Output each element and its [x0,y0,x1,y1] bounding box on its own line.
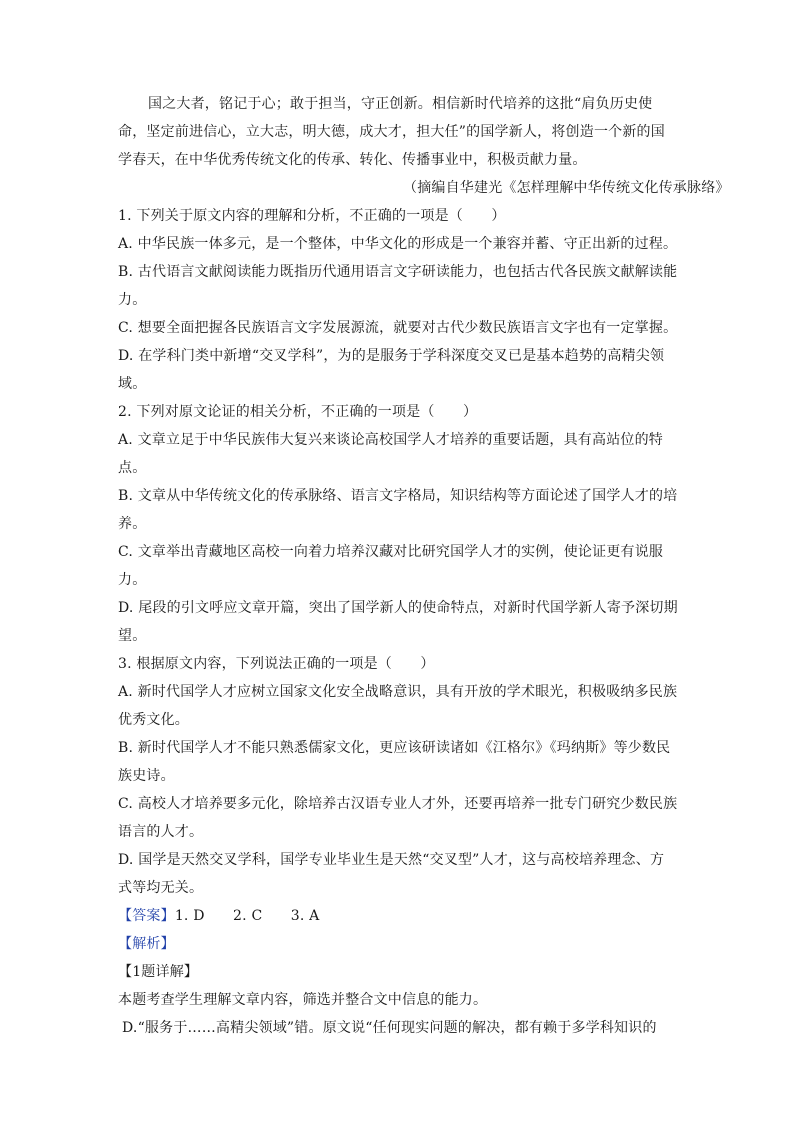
question-1-option-d-cont: 域。 [118,376,147,392]
question-1-option-c: C. 想要全面把握各民族语言文字发展源流，就要对古代少数民族语言文字也有一定掌握。 [118,320,678,336]
question-2-option-c-cont: 力。 [118,572,147,588]
question-1-option-a: A. 中华民族一体多元，是一个整体，中华文化的形成是一个兼容并蓄、守正出新的过程。 [118,236,678,252]
passage-line-2: 命，坚定前进信心，立大志，明大德，成大才，担大任”的国学新人，将创造一个新的国 [118,124,665,140]
question-2-option-b-cont: 养。 [118,516,147,532]
question-1-option-d: D. 在学科门类中新增“交叉学科”，为的是服务于学科深度交叉已是基本趋势的高精尖领 [118,348,665,364]
question-1-option-b: B. 古代语言文献阅读能力既指历代通用语言文字研读能力，也包括古代各民族文献解读能 [118,264,678,280]
analysis-sub-label: 【1题详解】 [118,964,199,980]
question-2-stem: 2. 下列对原文论证的相关分析，不正确的一项是（ ） [118,404,478,420]
question-2-option-d-cont: 望。 [118,628,147,644]
answer-line [118,906,319,926]
passage-line-1: 国之大者，铭记于心；敢于担当，守正创新。相信新时代培养的这批“肩负历史使 [148,96,653,112]
question-3-option-b: B. 新时代国学人才不能只熟悉儒家文化，更应该研读诸如《江格尔》《玛纳斯》等少数民 [118,740,671,756]
question-2-option-a-cont: 点。 [118,460,147,476]
question-2-option-b: B. 文章从中华传统文化的传承脉络、语言文字格局，知识结构等方面论述了国学人才的培 [118,488,678,504]
question-3-option-b-cont: 族史诗。 [118,768,175,784]
question-1-stem: 1. 下列关于原文内容的理解和分析，不正确的一项是（ ） [118,208,506,224]
answer-text: 1. D 2. C 3. A [174,908,320,924]
question-3-option-a-cont: 优秀文化。 [118,712,189,728]
passage-source: （摘编自华建光《怎样理解中华传统文化传承脉络》 [403,180,730,196]
question-3-stem: 3. 根据原文内容，下列说法正确的一项是（ ） [118,656,435,672]
question-3-option-c: C. 高校人才培养要多元化，除培养古汉语专业人才外，还要再培养一批专门研究少数民族 [118,796,678,812]
question-3-option-a: A. 新时代国学人才应树立国家文化安全战略意识，具有开放的学术眼光，积极吸纳多民族 [118,684,678,700]
answer-label: 【答案】 [118,908,175,924]
question-2-option-d: D. 尾段的引文呼应文章开篇，突出了国学新人的使命特点，对新时代国学新人寄予深切期 [118,600,678,616]
analysis-label: 【解析】 [118,936,175,952]
question-2-option-c: C. 文章举出青藏地区高校一向着力培养汉藏对比研究国学人才的实例，使论证更有说服 [118,544,664,560]
question-3-option-d: D. 国学是天然交叉学科，国学专业毕业生是天然“交叉型”人才，这与高校培养理念、方 [118,852,665,868]
question-3-option-d-cont: 式等均无关。 [118,880,204,896]
question-3-option-c-cont: 语言的人才。 [118,824,204,840]
analysis-intro: 本题考查学生理解文章内容，筛选并整合文中信息的能力。 [118,992,488,1008]
question-1-option-b-cont: 力。 [118,292,147,308]
question-2-option-a: A. 文章立足于中华民族伟大复兴来谈论高校国学人才培养的重要话题，具有高站位的特 [118,432,664,448]
passage-line-3: 学春天，在中华优秀传统文化的传承、转化、传播事业中，积极贡献力量。 [118,152,587,168]
analysis-detail: D.“服务于……高精尖领域”错。原文说“任何现实问题的解决，都有赖于多学科知识的 [122,1020,657,1036]
